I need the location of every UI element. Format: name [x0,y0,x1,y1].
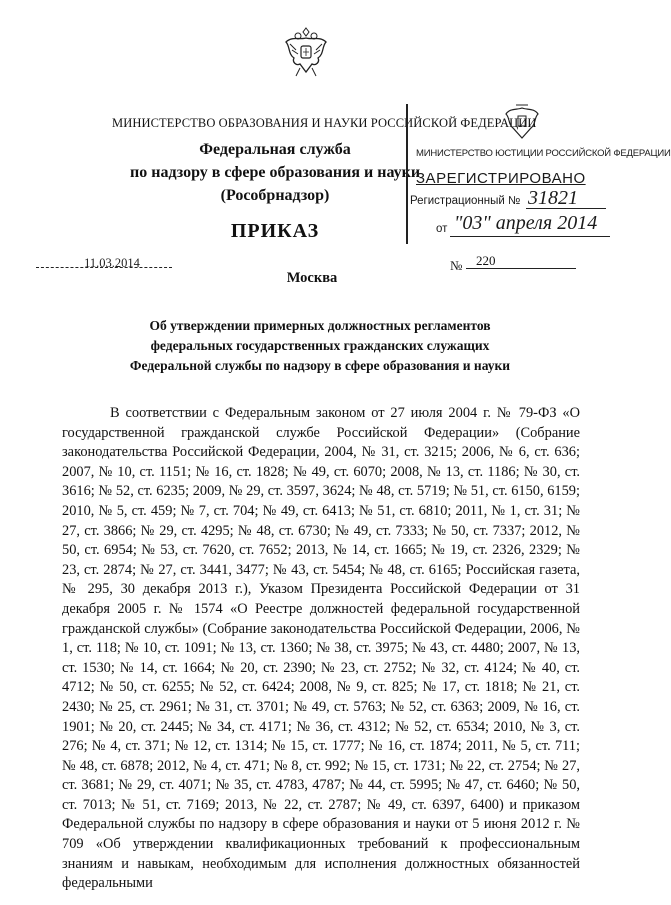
stamp-ministry: МИНИСТЕРСТВО ЮСТИЦИИ РОССИЙСКОЙ ФЕДЕРАЦИИ [416,148,671,159]
ministry-name: МИНИСТЕРСТВО ОБРАЗОВАНИЯ И НАУКИ РОССИЙСКОЙ ФЕДЕРАЦИИ [112,116,537,130]
stamp-reg-underline [526,208,606,209]
order-subject-line2: федеральных государственных гражданских служащих [150,338,490,353]
registration-stamp [404,102,671,252]
document-type-title: ПРИКАЗ [230,220,320,242]
stamp-date-underline [450,236,610,237]
order-number: 220 [476,253,496,268]
stamp-reg-date: "03" апреля 2014 [454,212,598,234]
order-city: Москва [286,270,338,286]
order-date: 11.03.2014 [84,256,140,270]
stamp-emblem-icon [504,104,540,144]
service-name-line2: по надзору в сфере образования и науки [130,164,421,181]
order-subject [110,316,530,376]
order-subject-line3: Федеральной службы по надзору в сфере образования и науки [129,358,511,373]
order-number-underline [466,268,576,269]
service-abbreviation: (Рособрнадзор) [220,187,330,204]
stamp-ot-label: от [436,223,448,235]
stamp-registered: ЗАРЕГИСТРИРОВАНО [416,170,586,187]
order-subject-line1: Об утверждении примерных должностных регламентов [149,318,491,333]
stamp-reg-label: Регистрационный № [410,195,521,207]
order-date-underline [36,267,172,268]
service-name-line1: Федеральная служба [199,141,351,158]
coat-of-arms-icon [282,24,330,80]
order-body-paragraph: В соответствии с Федеральным законом от 27 июля 2004 г. № 79-ФЗ «О государственной гражданской службе Российской Федерации» (Собрание законодательства Российской Федерации, 2004, № 31, ст. 3215; 2006, № 6, ст. 636; 2007, № 10, ст. 1151; № 16, ст. 1828; № 49, ст. 6070; 2008, № 13, ст. 1186; № 30, ст. 3616; № 52, ст. 6235; 2009, № 29, ст. 3597, 3624; № 48, ст. 5719; № 51, ст. 6150, 6159; 2010, № 5, ст. 459; № 7, ст. 704; № 49, ст. 6413; № 51, ст. 6810; 2011, № 1, ст. 31; № 27, ст. 3866; № 29, ст. 4295; № 48, ст. 6730; № 49, ст. 7333; № 50, ст. 7337; 2012, № 50, ст. 6954; № 53, ст. 7620, ст. 7652; 2013, № 14, ст. 1665; № 19, ст. 2326, 2329; № 23, ст. 2874; № 27, ст. 3441, 3477; № 43, ст. 5454; № 48, ст. 6165; Российская газета, № 295, 30 декабря 2013 г.), Указом Президента Российской Федерации от 31 декабря 2005 г. № 1574 «О Реестре должностей федеральной государственной гражданской службы» (Собрание законодательства Российской Федерации, 2006, № 1, ст. 118; № 10, ст. 1091; № 13, ст. 1360; № 38, ст. 3975; № 43, ст. 4480; 2007, № 13, ст. 1530; № 14, ст. 1664; № 20, ст. 2390; № 23, ст. 2752; № 32, ст. 4124; № 40, ст. 4712; № 50, ст. 6255; № 52, ст. 6424; 2008, № 9, ст. 825; № 17, ст. 1818; № 21, ст. 2430; № 25, ст. 2961; № 31, ст. 3701; № 49, ст. 5763; № 52, ст. 6363; 2009, № 16, ст. 1901; № 20, ст. 2445; № 34, ст. 4171; № 36, ст. 4312; № 52, ст. 6534; 2010, № 3, ст. 276; № 4, ст. 371; № 12, ст. 1314; № 15, ст. 1777; № 16, ст. 1874; 2011, № 5, ст. 711; № 48, ст. 6878; 2012, № 4, ст. 471; № 8, ст. 992; № 15, ст. 1731; № 22, ст. 2754; № 27, ст. 3681; № 29, ст. 4071; № 35, ст. 4783, 4787; № 44, ст. 5995; № 47, ст. 6460; № 50, ст. 7013; № 51, ст. 7169; 2013, № 22, ст. 2787; № 49, ст. 6397, 6400) и приказом Федеральной службы по надзору в сфере образования и науки от 5 июня 2012 г. № 709 «Об утверждении квалификационных требований к профессиональным знаниям и навыкам, необходимым для исполнения должностных обязанностей федеральными [62,405,580,892]
order-number-sign: № [450,258,463,273]
stamp-reg-number: 31821 [528,187,578,209]
